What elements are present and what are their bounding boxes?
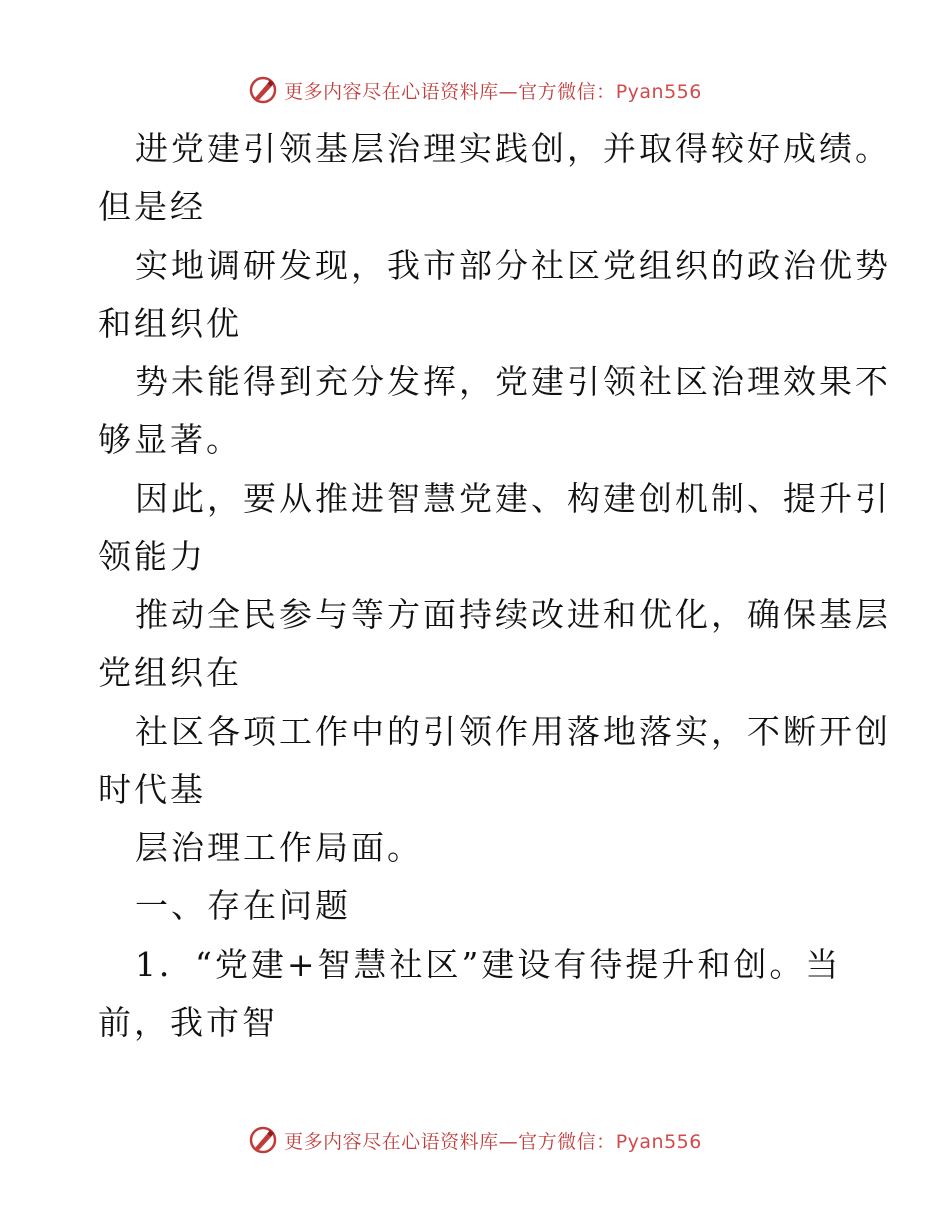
body-line: 势未能得到充分发挥，党建引领社区治理效果不 [135, 362, 891, 401]
body-line: 因此，要从推进智慧党建、构建创机制、提升引 [135, 479, 891, 518]
pen-logo-icon [248, 75, 278, 105]
watermark-brand: 更多内容尽在心语资料库 [284, 80, 499, 103]
watermark-text [284, 1127, 702, 1154]
body-line: 和组织优 [98, 304, 242, 343]
header-watermark [0, 72, 950, 108]
body-line: 领能力 [98, 537, 206, 576]
body-line: 够显著。 [98, 420, 242, 459]
body-line: 推动全民参与等方面持续改进和优化，确保基层 [135, 595, 891, 634]
watermark-separator: — [498, 80, 519, 103]
body-line: 社区各项工作中的引领作用落地落实，不断开创 [135, 712, 891, 751]
watermark-brand: 更多内容尽在心语资料库 [284, 1130, 499, 1153]
body-line: 前，我市智 [98, 1003, 278, 1042]
body-line: 时代基 [98, 770, 206, 809]
watermark-wechat-label: 官方微信： [518, 80, 616, 103]
body-line: 但是经 [98, 187, 206, 226]
watermark-text [284, 77, 702, 104]
body-line: 党组织在 [98, 653, 242, 692]
footer-watermark [0, 1122, 950, 1158]
watermark-wechat-id: Pyan556 [615, 1130, 702, 1153]
pen-logo-icon [248, 1125, 278, 1155]
body-line: 1．“党建+智慧社区”建设有待提升和创。当 [135, 945, 842, 984]
section-heading: 一、存在问题 [135, 886, 351, 925]
body-line: 进党建引领基层治理实践创，并取得较好成绩。 [135, 129, 891, 168]
body-line: 层治理工作局面。 [135, 828, 423, 867]
body-line: 实地调研发现，我市部分社区党组织的政治优势 [135, 246, 891, 285]
watermark-wechat-id: Pyan556 [615, 80, 702, 103]
watermark-wechat-label: 官方微信： [518, 1130, 616, 1153]
watermark-separator: — [498, 1130, 519, 1153]
